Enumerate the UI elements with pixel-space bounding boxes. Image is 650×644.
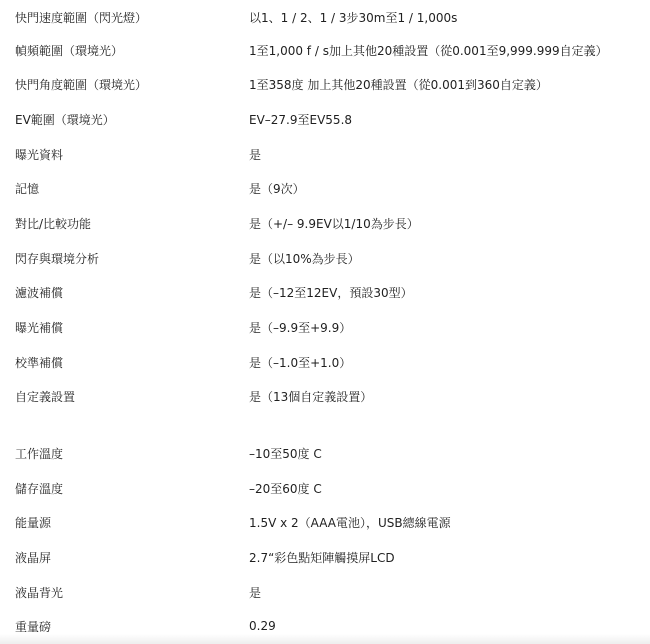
spec-label: 快門角度範圍（環境光） [15,77,148,92]
spec-value: 是（9次） [249,181,305,196]
spec-row-shutter-angle-ambient [0,67,650,101]
spec-value: –10至50度 C [249,446,322,461]
bottom-fade [0,634,650,644]
spec-value: 是（以10%為步長） [249,251,360,266]
spec-row-custom-settings [0,379,650,413]
spec-label: 液晶屏 [15,550,52,565]
spec-value: 是（+/– 9.9EV以1/10為步長） [249,216,419,231]
spec-value: 是（–12至12EV，預設30型） [249,285,413,300]
spec-label: 工作溫度 [15,446,64,461]
spec-label: 校準補償 [15,355,64,370]
spec-row-exposure-data [0,137,650,171]
spec-row-storage-temperature [0,471,650,505]
spec-value: –20至60度 C [249,481,322,496]
spec-label: 濾波補償 [15,285,64,300]
spec-row-lcd-backlight [0,575,650,609]
spec-row-memory [0,171,650,205]
spec-label: 閃存與環境分析 [15,251,100,266]
spec-label: 快門速度範圍（閃光燈） [15,10,148,25]
spec-label: 自定義設置 [15,389,76,404]
spec-value: EV–27.9至EV55.8 [249,112,353,127]
spec-row-calibration-compensation [0,345,650,379]
spec-label: 重量磅 [15,619,52,634]
spec-row-flash-ambient-analysis [0,241,650,275]
spec-row-contrast [0,206,650,240]
spec-row-power-source [0,505,650,539]
spec-row-operating-temperature [0,436,650,470]
spec-label: 曝光補償 [15,320,64,335]
spec-label: EV範圍（環境光） [15,112,115,127]
spec-label: 曝光資料 [15,147,64,162]
spec-row-filter-compensation [0,275,650,309]
spec-label: 儲存溫度 [15,481,64,496]
spec-label: 對比/比較功能 [15,216,92,231]
spec-value: 0.29 [249,619,276,633]
spec-row-ev-range [0,102,650,136]
spec-value: 以1、1 / 2、1 / 3步30m至1 / 1,000s [249,10,458,25]
spec-value: 是（–9.9至+9.9） [249,320,352,335]
spec-row-lcd [0,540,650,574]
spec-label: 能量源 [15,515,52,530]
spec-label: 液晶背光 [15,585,64,600]
spec-value: 2.7“彩色點矩陣觸摸屏LCD [249,550,395,565]
spec-label: 幀頻範圍（環境光） [15,43,124,58]
spec-row-shutter-speed-flash [0,0,650,34]
spec-value: 是（–1.0至+1.0） [249,355,352,370]
spec-row-frame-rate-ambient [0,33,650,67]
spec-value: 1至358度 加上其他20種設置（從0.001到360自定義） [249,77,548,92]
spec-value: 是（13個自定義設置） [249,389,373,404]
spec-row-exposure-compensation [0,310,650,344]
spec-value: 是 [249,585,262,600]
spec-value: 是 [249,147,262,162]
spec-value: 1.5V x 2（AAA電池），USB總線電源 [249,515,451,530]
spec-value: 1至1,000 f / s加上其他20種設置（從0.001至9,999.999自定義） [249,43,608,58]
spec-label: 記憶 [15,181,40,196]
